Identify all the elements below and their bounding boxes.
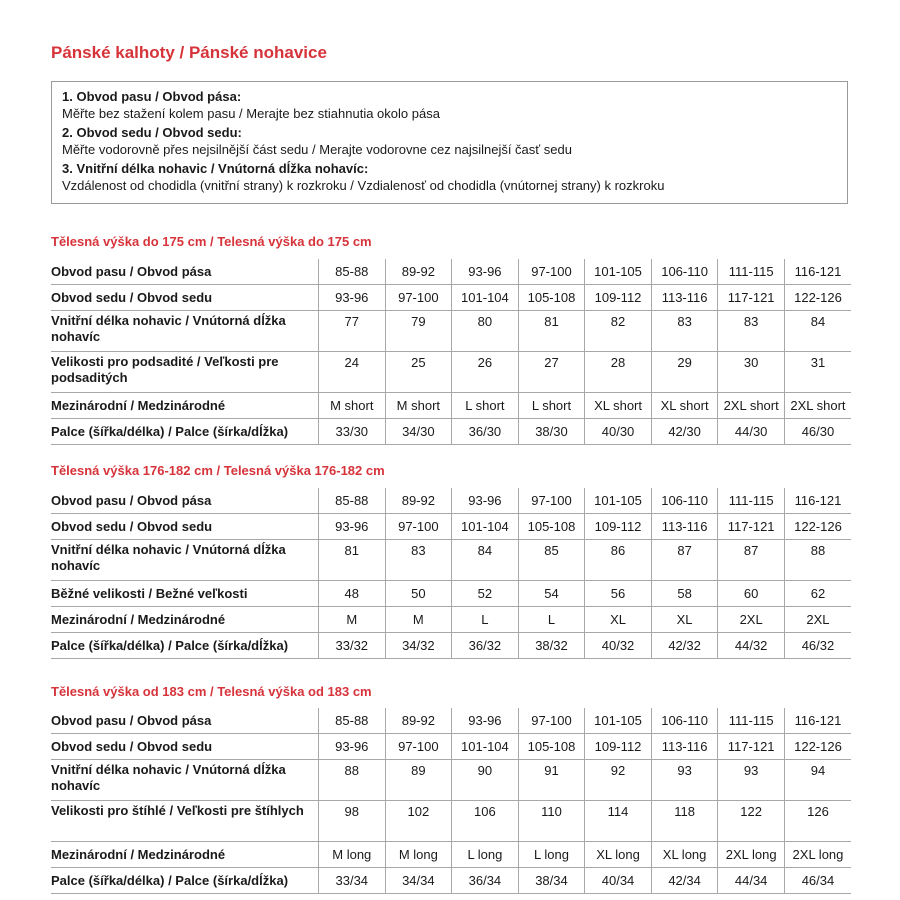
table-row-row-seat: [51, 514, 851, 540]
table-cell: 106: [452, 801, 519, 842]
table-cell: 122-126: [784, 514, 851, 540]
table-cell: 109-112: [585, 514, 652, 540]
row-label: Obvod sedu / Obvod sedu: [51, 285, 319, 311]
table-cell: 106-110: [651, 259, 718, 285]
table-cell: 60: [718, 581, 785, 607]
table-cell: 81: [518, 311, 585, 352]
table-cell: 25: [385, 352, 452, 393]
table-cell: 44/34: [718, 868, 785, 894]
section-title-up-to-175: Tělesná výška do 175 cm / Telesná výška do 175 cm: [51, 234, 372, 249]
table-cell: 38/34: [518, 868, 585, 894]
table-cell: 89-92: [385, 488, 452, 514]
table-cell: 89-92: [385, 708, 452, 734]
table-cell: 105-108: [518, 734, 585, 760]
table-row-row-size: [51, 801, 851, 842]
table-cell: 38/30: [518, 419, 585, 445]
table-row-row-waist: [51, 259, 851, 285]
table-cell: 93-96: [319, 734, 386, 760]
table-cell: XL: [585, 607, 652, 633]
table-cell: L short: [452, 393, 519, 419]
table-cell: 113-116: [651, 285, 718, 311]
table-cell: 105-108: [518, 285, 585, 311]
table-cell: L long: [518, 842, 585, 868]
table-cell: L: [452, 607, 519, 633]
table-cell: 116-121: [784, 488, 851, 514]
table-cell: 42/34: [651, 868, 718, 894]
table-cell: 36/34: [452, 868, 519, 894]
table-cell: 89-92: [385, 259, 452, 285]
table-row-row-international: [51, 842, 851, 868]
table-cell: L short: [518, 393, 585, 419]
table-cell: 101-105: [585, 708, 652, 734]
table-cell: 117-121: [718, 734, 785, 760]
table-cell: 84: [784, 311, 851, 352]
table-cell: M: [385, 607, 452, 633]
table-cell: 52: [452, 581, 519, 607]
table-cell: 38/32: [518, 633, 585, 659]
instruction-text: Měřte vodorovně přes nejsilnější část sedu / Merajte vodorovne cez najsilnejší časť sedu: [62, 142, 572, 157]
row-label: Obvod pasu / Obvod pása: [51, 708, 319, 734]
row-label: Obvod pasu / Obvod pása: [51, 488, 319, 514]
table-cell: 30: [718, 352, 785, 393]
table-cell: L: [518, 607, 585, 633]
table-row-row-waist: [51, 708, 851, 734]
table-cell: 92: [585, 760, 652, 801]
table-cell: 101-105: [585, 488, 652, 514]
table-cell: 77: [319, 311, 386, 352]
table-cell: 26: [452, 352, 519, 393]
table-cell: 97-100: [518, 488, 585, 514]
table-row-row-size: [51, 352, 851, 393]
table-cell: 24: [319, 352, 386, 393]
table-cell: 36/30: [452, 419, 519, 445]
table-cell: 33/30: [319, 419, 386, 445]
table-cell: 36/32: [452, 633, 519, 659]
table-cell: 97-100: [385, 514, 452, 540]
table-cell: 85-88: [319, 488, 386, 514]
table-cell: 58: [651, 581, 718, 607]
table-cell: 116-121: [784, 259, 851, 285]
table-cell: 101-104: [452, 734, 519, 760]
table-row-row-seat: [51, 285, 851, 311]
table-cell: 114: [585, 801, 652, 842]
table-cell: XL short: [651, 393, 718, 419]
table-cell: 2XL long: [718, 842, 785, 868]
table-cell: 93-96: [452, 259, 519, 285]
table-cell: 2XL long: [784, 842, 851, 868]
table-cell: M: [319, 607, 386, 633]
table-cell: 111-115: [718, 488, 785, 514]
table-cell: 93-96: [452, 708, 519, 734]
row-label: Palce (šířka/délka) / Palce (šírka/dĺžka): [51, 868, 319, 894]
table-cell: 83: [651, 311, 718, 352]
table-cell: XL short: [585, 393, 652, 419]
table-cell: 48: [319, 581, 386, 607]
page-title: Pánské kalhoty / Pánské nohavice: [51, 43, 327, 62]
table-cell: 91: [518, 760, 585, 801]
table-row-row-inches: [51, 868, 851, 894]
row-label: Velikosti pro štíhlé / Veľkosti pre štíhlych: [51, 801, 319, 842]
table-cell: 118: [651, 801, 718, 842]
table-row-row-inseam: [51, 760, 851, 801]
table-cell: 122: [718, 801, 785, 842]
table-cell: 85-88: [319, 708, 386, 734]
table-cell: 40/30: [585, 419, 652, 445]
instruction-inseam: [62, 160, 837, 194]
row-label: Palce (šířka/délka) / Palce (šírka/dĺžka): [51, 419, 319, 445]
measurement-instructions-box: [51, 81, 848, 204]
section-title-from-183: Tělesná výška od 183 cm / Telesná výška od 183 cm: [51, 684, 372, 699]
table-cell: 85: [518, 540, 585, 581]
table-cell: 93: [718, 760, 785, 801]
table-cell: 34/32: [385, 633, 452, 659]
table-cell: 34/34: [385, 868, 452, 894]
table-cell: 102: [385, 801, 452, 842]
table-cell: XL long: [585, 842, 652, 868]
table-cell: 83: [718, 311, 785, 352]
table-cell: 42/30: [651, 419, 718, 445]
row-label: Obvod sedu / Obvod sedu: [51, 514, 319, 540]
table-cell: 79: [385, 311, 452, 352]
row-label: Běžné velikosti / Bežné veľkosti: [51, 581, 319, 607]
table-cell: 84: [452, 540, 519, 581]
instruction-waist: [62, 88, 837, 122]
table-cell: 86: [585, 540, 652, 581]
row-label: Mezinárodní / Medzinárodné: [51, 393, 319, 419]
table-cell: 93-96: [319, 285, 386, 311]
table-cell: 2XL short: [718, 393, 785, 419]
table-cell: 109-112: [585, 734, 652, 760]
row-label: Vnitřní délka nohavic / Vnútorná dĺžka nohavíc: [51, 540, 319, 581]
table-cell: 88: [319, 760, 386, 801]
table-cell: 90: [452, 760, 519, 801]
table-cell: 109-112: [585, 285, 652, 311]
table-cell: 46/34: [784, 868, 851, 894]
table-cell: 54: [518, 581, 585, 607]
table-cell: 89: [385, 760, 452, 801]
table-cell: 117-121: [718, 285, 785, 311]
table-cell: 93-96: [319, 514, 386, 540]
table-cell: 33/34: [319, 868, 386, 894]
table-cell: 81: [319, 540, 386, 581]
table-cell: 126: [784, 801, 851, 842]
table-cell: 113-116: [651, 514, 718, 540]
table-cell: 56: [585, 581, 652, 607]
table-cell: 116-121: [784, 708, 851, 734]
table-cell: 80: [452, 311, 519, 352]
instruction-text: Vzdálenost od chodidla (vnitřní strany) k rozkroku / Vzdialenosť od chodidla (vnútornej strany) k rozkroku: [62, 178, 665, 193]
table-cell: 94: [784, 760, 851, 801]
table-cell: M long: [319, 842, 386, 868]
row-label: Velikosti pro podsadité / Veľkosti pre podsaditých: [51, 352, 319, 393]
instruction-heading: 3. Vnitřní délka nohavic / Vnútorná dĺžka nohavíc:: [62, 161, 369, 176]
table-cell: 87: [651, 540, 718, 581]
table-cell: 101-104: [452, 285, 519, 311]
table-row-row-inches: [51, 633, 851, 659]
instruction-seat: [62, 124, 837, 158]
table-cell: 82: [585, 311, 652, 352]
size-table-up-to-175: [51, 259, 851, 445]
table-cell: 106-110: [651, 488, 718, 514]
table-cell: 31: [784, 352, 851, 393]
table-cell: 93: [651, 760, 718, 801]
row-label: Mezinárodní / Medzinárodné: [51, 607, 319, 633]
table-cell: 28: [585, 352, 652, 393]
table-row-row-waist: [51, 488, 851, 514]
table-cell: 85-88: [319, 259, 386, 285]
table-cell: 34/30: [385, 419, 452, 445]
size-table-176-182: [51, 488, 851, 659]
table-row-row-inseam: [51, 540, 851, 581]
instruction-heading: 1. Obvod pasu / Obvod pása:: [62, 89, 242, 104]
table-cell: 33/32: [319, 633, 386, 659]
table-cell: 50: [385, 581, 452, 607]
instruction-text: Měřte bez stažení kolem pasu / Merajte bez stiahnutia okolo pása: [62, 106, 440, 121]
table-row-row-seat: [51, 734, 851, 760]
table-cell: 44/30: [718, 419, 785, 445]
table-cell: 122-126: [784, 734, 851, 760]
table-cell: 42/32: [651, 633, 718, 659]
table-cell: 44/32: [718, 633, 785, 659]
table-cell: 105-108: [518, 514, 585, 540]
table-row-row-size: [51, 581, 851, 607]
table-cell: 110: [518, 801, 585, 842]
table-cell: 2XL short: [784, 393, 851, 419]
table-row-row-inseam: [51, 311, 851, 352]
table-row-row-international: [51, 607, 851, 633]
table-cell: 46/30: [784, 419, 851, 445]
table-cell: 83: [385, 540, 452, 581]
table-cell: 106-110: [651, 708, 718, 734]
table-cell: 2XL: [718, 607, 785, 633]
table-cell: 122-126: [784, 285, 851, 311]
row-label: Palce (šířka/délka) / Palce (šírka/dĺžka): [51, 633, 319, 659]
table-cell: 117-121: [718, 514, 785, 540]
table-cell: 93-96: [452, 488, 519, 514]
table-cell: 101-104: [452, 514, 519, 540]
table-cell: XL long: [651, 842, 718, 868]
table-cell: 62: [784, 581, 851, 607]
row-label: Obvod pasu / Obvod pása: [51, 259, 319, 285]
table-cell: 98: [319, 801, 386, 842]
table-cell: M short: [385, 393, 452, 419]
row-label: Obvod sedu / Obvod sedu: [51, 734, 319, 760]
table-cell: 111-115: [718, 708, 785, 734]
row-label: Vnitřní délka nohavic / Vnútorná dĺžka nohavíc: [51, 760, 319, 801]
size-table-from-183: [51, 708, 851, 894]
table-cell: L long: [452, 842, 519, 868]
table-row-row-inches: [51, 419, 851, 445]
row-label: Mezinárodní / Medzinárodné: [51, 842, 319, 868]
table-cell: 97-100: [385, 285, 452, 311]
table-cell: XL: [651, 607, 718, 633]
table-cell: 29: [651, 352, 718, 393]
instruction-heading: 2. Obvod sedu / Obvod sedu:: [62, 125, 242, 140]
table-cell: M short: [319, 393, 386, 419]
table-row-row-international: [51, 393, 851, 419]
table-cell: 87: [718, 540, 785, 581]
table-cell: 113-116: [651, 734, 718, 760]
table-cell: 40/34: [585, 868, 652, 894]
table-cell: 111-115: [718, 259, 785, 285]
table-cell: 27: [518, 352, 585, 393]
table-cell: 97-100: [518, 259, 585, 285]
section-title-176-182: Tělesná výška 176-182 cm / Telesná výška 176-182 cm: [51, 463, 385, 478]
table-cell: 40/32: [585, 633, 652, 659]
table-cell: 88: [784, 540, 851, 581]
row-label: Vnitřní délka nohavic / Vnútorná dĺžka nohavíc: [51, 311, 319, 352]
table-cell: 2XL: [784, 607, 851, 633]
table-cell: 46/32: [784, 633, 851, 659]
table-cell: 101-105: [585, 259, 652, 285]
table-cell: 97-100: [385, 734, 452, 760]
table-cell: M long: [385, 842, 452, 868]
table-cell: 97-100: [518, 708, 585, 734]
